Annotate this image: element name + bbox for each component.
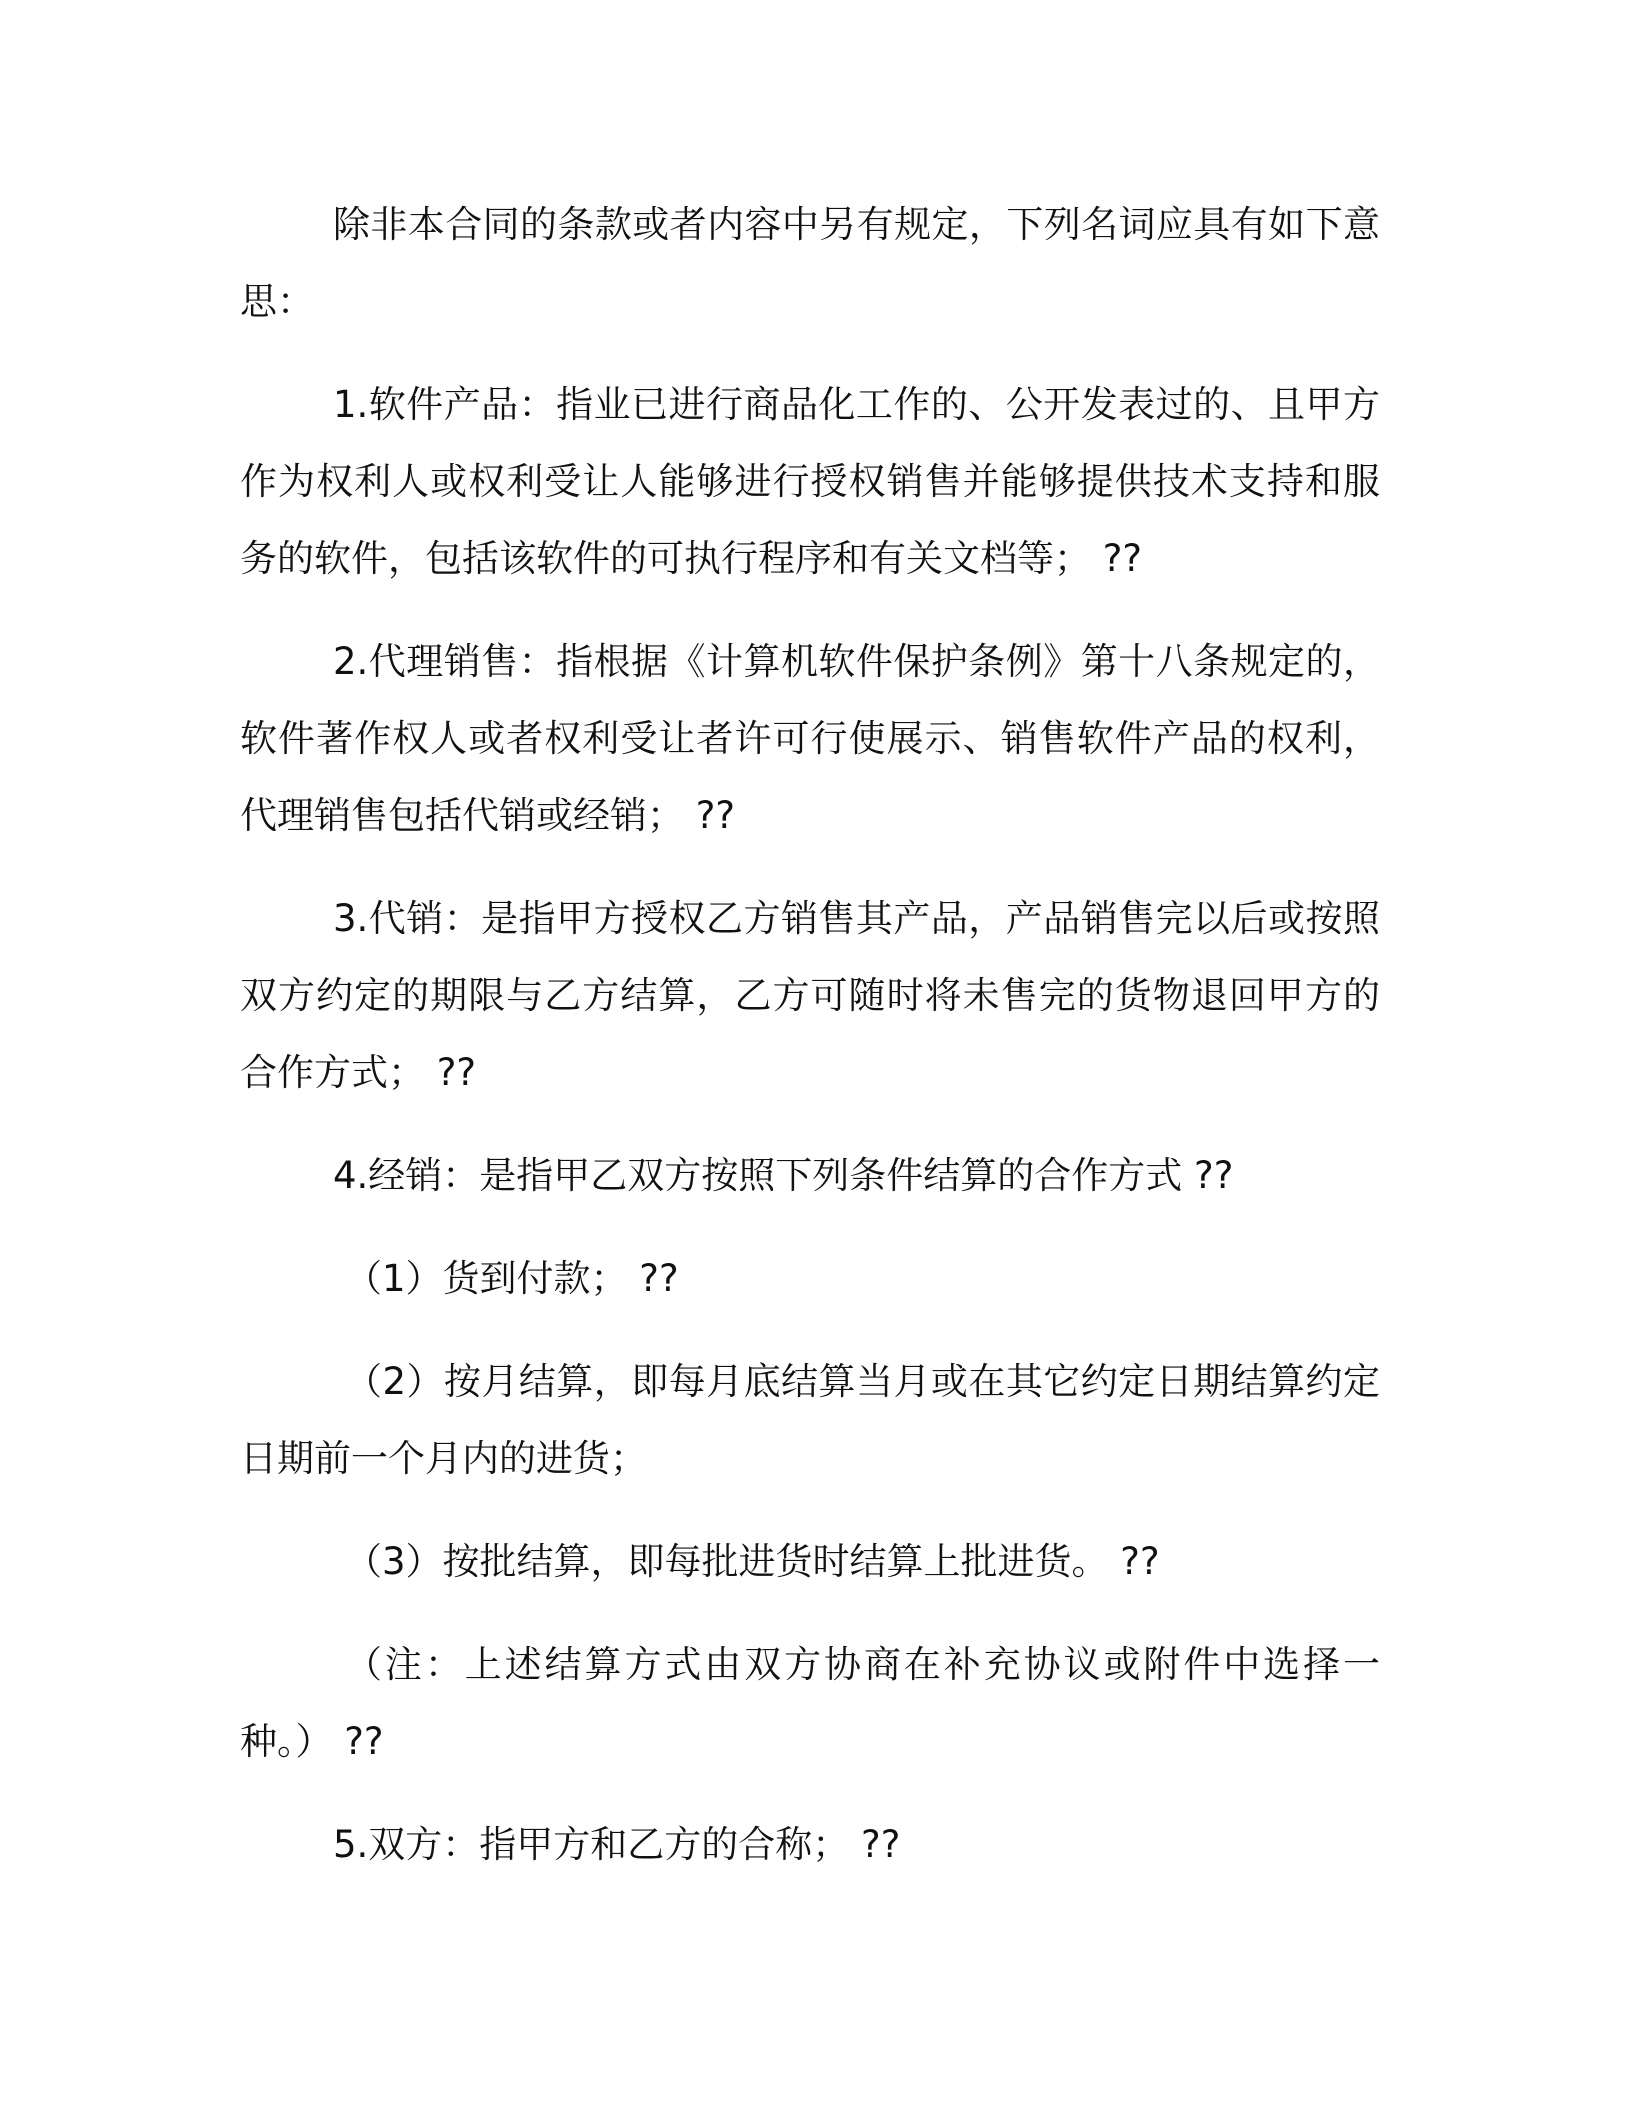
intro-paragraph: 除非本合同的条款或者内容中另有规定，下列名词应具有如下意思： bbox=[240, 203, 1380, 323]
settlement-option-1: （1）货到付款； ?? bbox=[345, 1257, 679, 1300]
definition-distribution: 4.经销：是指甲乙双方按照下列条件结算的合作方式 ?? bbox=[333, 1154, 1234, 1197]
definition-agency-sales: 2.代理销售：指根据《计算机软件保护条例》第十八条规定的，软件著作权人或者权利受让者许可行使展示、销售软件产品的权利，代理销售包括代销或经销； ?? bbox=[240, 640, 1380, 837]
document-body bbox=[240, 186, 1380, 1909]
settlement-note: （注：上述结算方式由双方协商在补充协议或附件中选择一种。） ?? bbox=[240, 1643, 1380, 1763]
definition-both-parties: 5.双方：指甲方和乙方的合称； ?? bbox=[333, 1823, 901, 1866]
settlement-option-3: （3）按批结算，即每批进货时结算上批进货。 ?? bbox=[345, 1540, 1160, 1583]
settlement-option-2: （2）按月结算，即每月底结算当月或在其它约定日期结算约定日期前一个月内的进货； bbox=[240, 1360, 1380, 1480]
definition-consignment: 3.代销：是指甲方授权乙方销售其产品，产品销售完以后或按照双方约定的期限与乙方结算，乙方可随时将未售完的货物退回甲方的合作方式； ?? bbox=[240, 897, 1380, 1094]
definition-software-product: 1.软件产品：指业已进行商品化工作的、公开发表过的、且甲方作为权利人或权利受让人能够进行授权销售并能够提供技术支持和服务的软件，包括该软件的可执行程序和有关文档等； ?? bbox=[240, 383, 1380, 580]
